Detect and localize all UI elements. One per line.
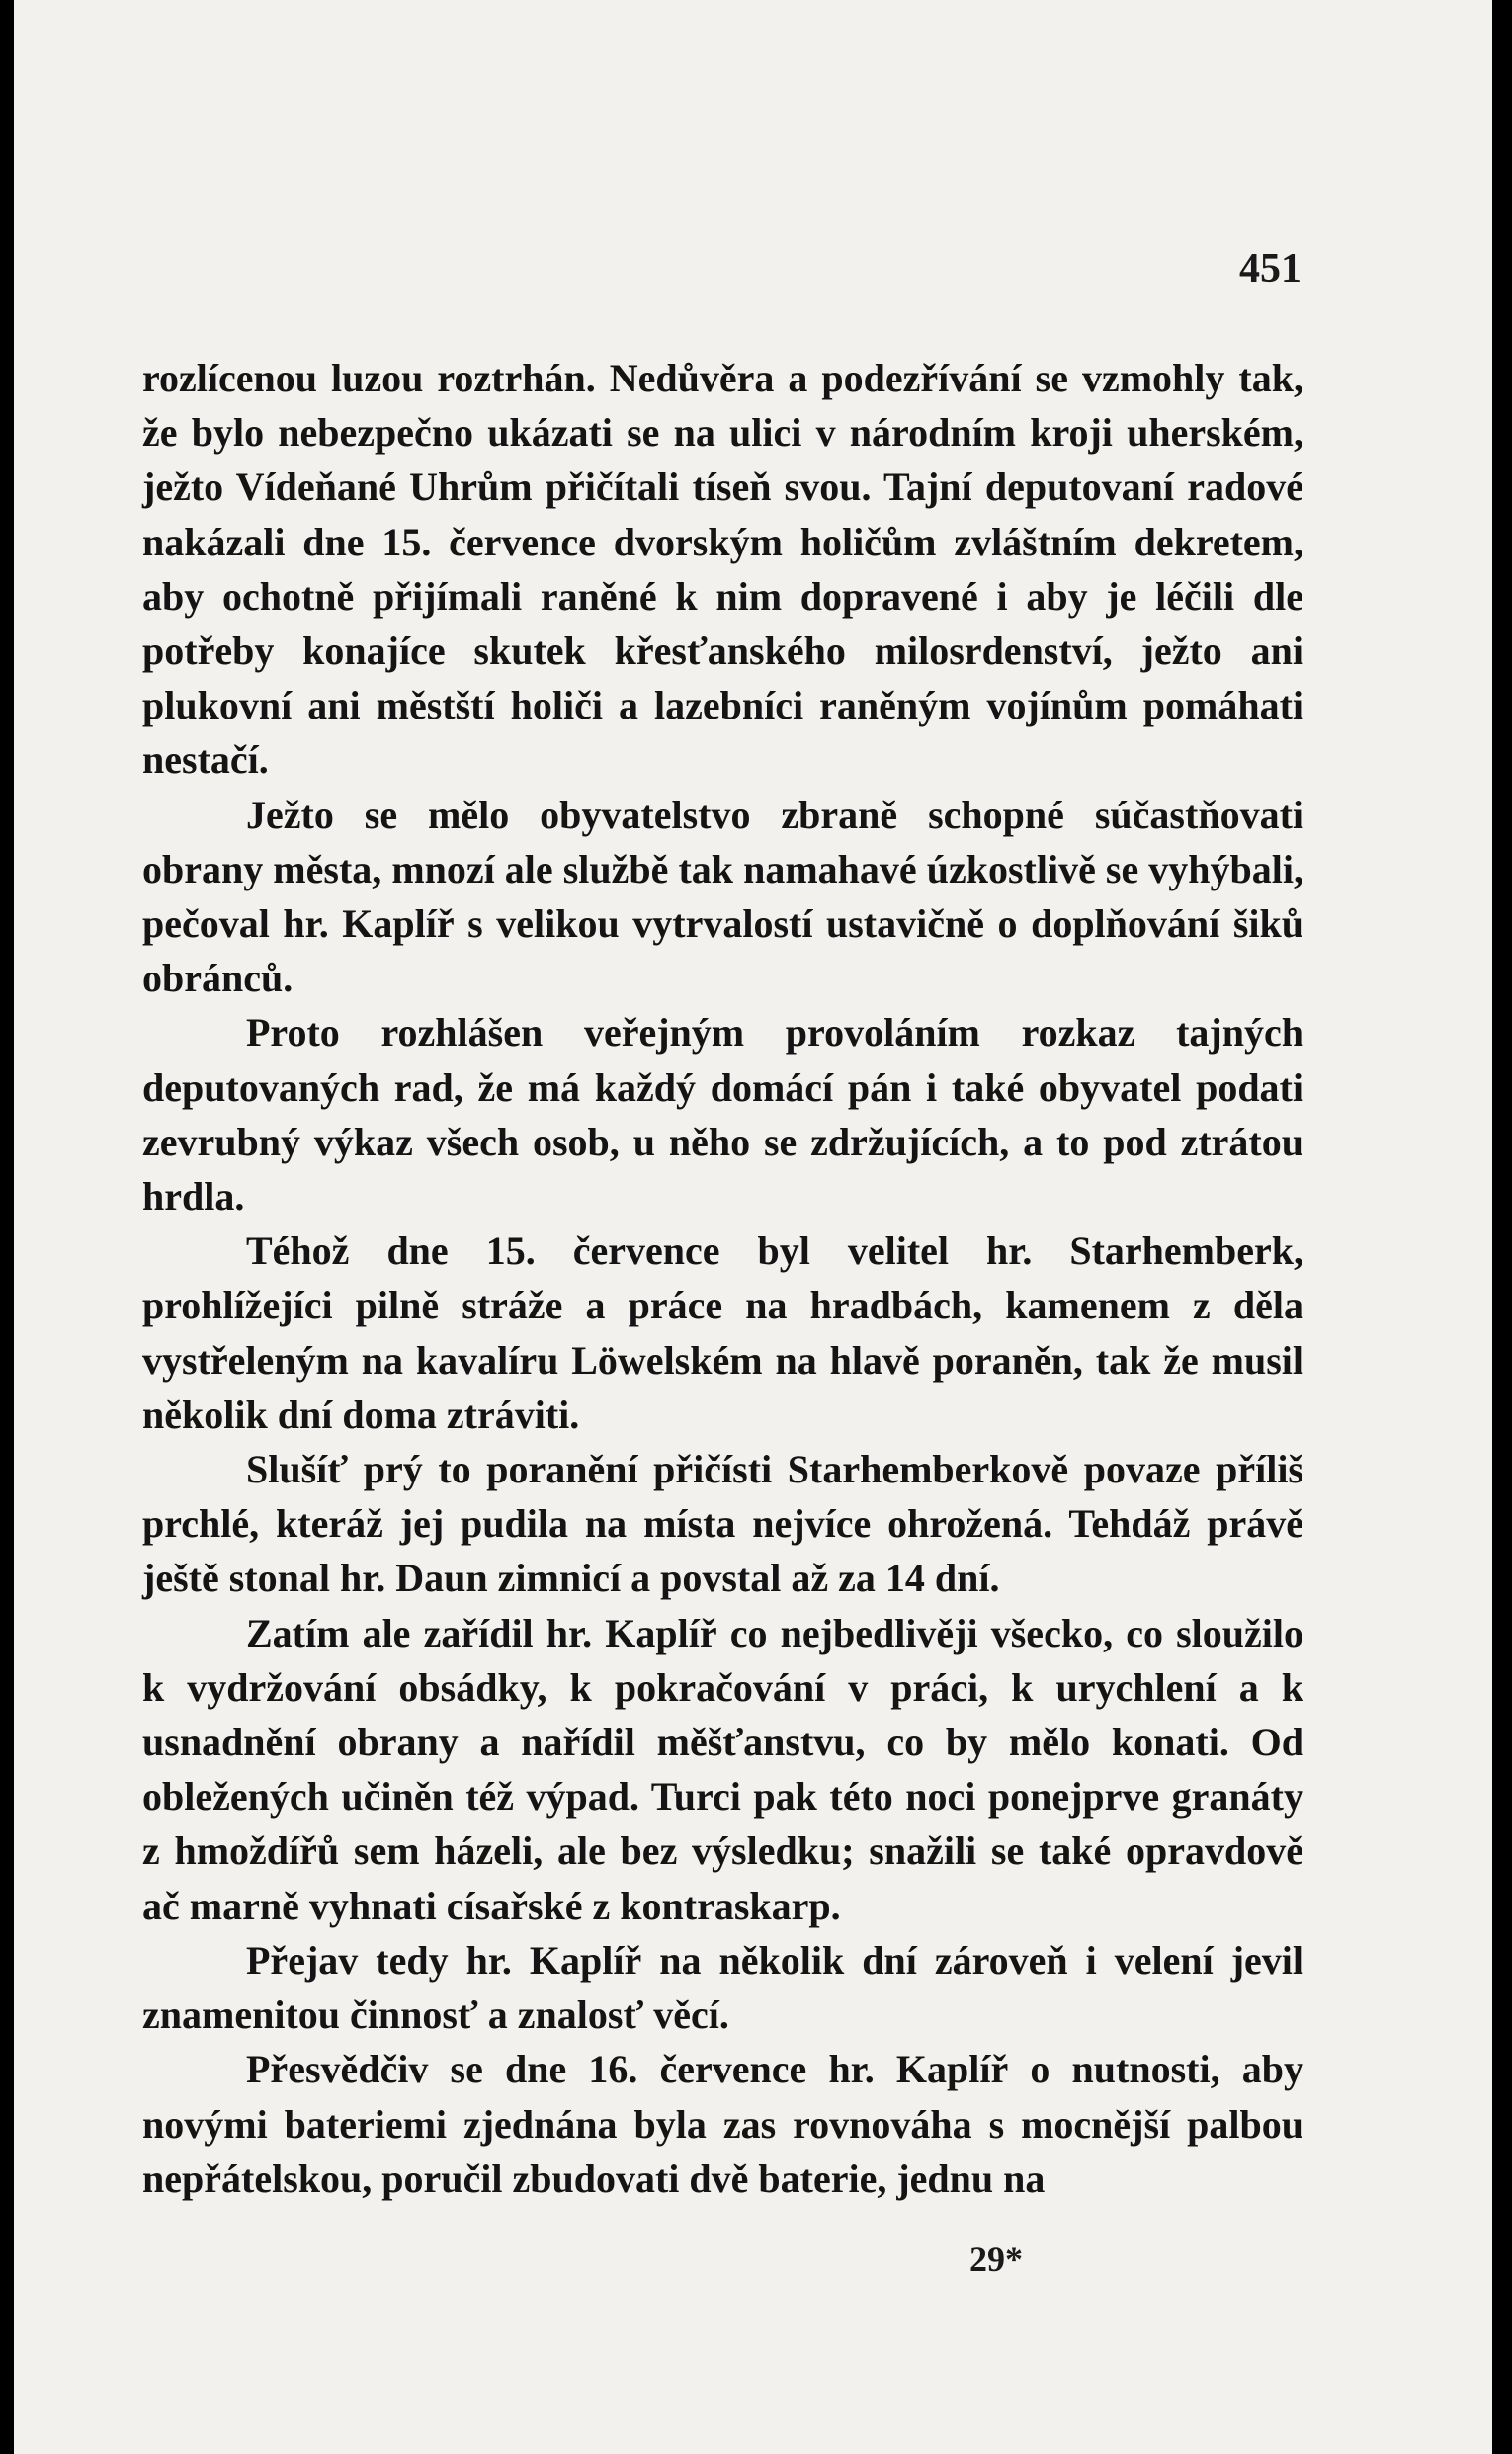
- paragraph: Téhož dne 15. července byl velitel hr. Starhemberk, prohlížejíci pilně stráže a práce na hradbách, kamenem z děla vystřeleným na kavalíru Löwelském na hlavě poraněn, tak že musil několik dní doma ztráviti.: [142, 1228, 1303, 1437]
- paragraph: rozlícenou luzou roztrhán. Nedůvěra a podezřívání se vzmohly tak, že bylo nebezpečno ukázati se na ulici v národním kroji uherském, ježto Vídeňané Uhrům přičítali tíseň svou. Tajní deputovaní radové nakázali dne 15. července dvorským holičům zvláštním dekretem, aby ochotně přijímali raněné k nim dopravené i aby je léčili dle potřeby konajíce skutek křesťanského milosrdenství, ježto ani plukovní ani městští holiči a lazebníci raněným vojínům pomáhati nestačí.: [142, 356, 1303, 783]
- paragraph: Přejav tedy hr. Kaplíř na několik dní zároveň i velení jevil znamenitou činnosť a znalosť věcí.: [142, 1937, 1303, 2038]
- book-page: [14, 0, 1492, 2454]
- paragraph: Přesvědčiv se dne 16. července hr. Kaplíř o nutnosti, aby novými bateriemi zjednána byla zas rovnováha s mocnější palbou nepřátelskou, poručil zbudovati dvě baterie, jednu na: [142, 2047, 1303, 2201]
- body-text: [142, 351, 1303, 2206]
- printer-signature-mark: 29*: [969, 2240, 1023, 2279]
- page-number: 451: [1239, 246, 1302, 292]
- paragraph: Proto rozhlášen veřejným provoláním rozkaz tajných deputovaných rad, že má každý domácí pán i také obyvatel podati zevrubný výkaz všech osob, u něho se zdržujících, a to pod ztrátou hrdla.: [142, 1010, 1303, 1220]
- paragraph: Zatím ale zařídil hr. Kaplíř co nejbedlivěji všecko, co sloužilo k vydržování obsádky, k pokračování v práci, k urychlení a k usnadnění obrany a nařídil měšťanstvu, co by mělo konati. Od obležených učiněn též výpad. Turci pak této noci ponejprve granáty z hmoždířů sem házeli, ale bez výsledku; snažili se také opravdově ač marně vyhnati císařské z kontraskarp.: [142, 1610, 1303, 1928]
- paragraph: Ježto se mělo obyvatelstvo zbraně schopné súčastňovati obrany města, mnozí ale službě tak namahavé úzkostlivě se vyhýbali, pečoval hr. Kaplíř s velikou vytrvalostí ustavičně o doplňování šiků obránců.: [142, 792, 1303, 1001]
- paragraph: Slušíť prý to poranění přičísti Starhemberkově povaze příliš prchlé, kteráž jej pudila na místa nejvíce ohrožená. Tehdáž právě ještě stonal hr. Daun zimnicí a povstal až za 14 dní.: [142, 1447, 1303, 1601]
